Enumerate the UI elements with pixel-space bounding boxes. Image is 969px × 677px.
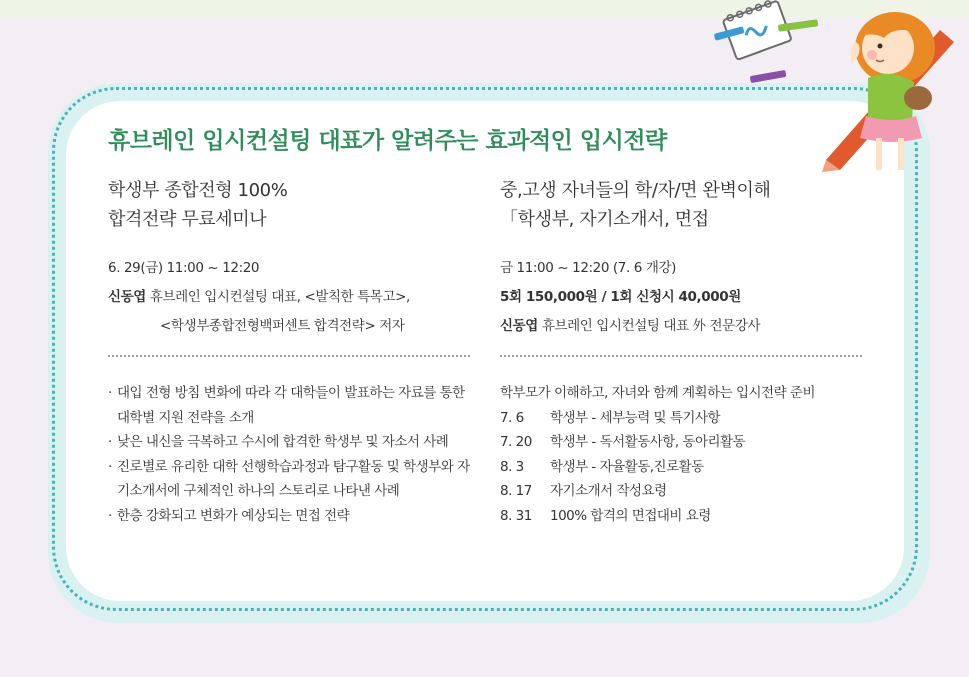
- left-divider: [108, 355, 470, 357]
- schedule-date: 7. 6: [500, 409, 524, 426]
- right-time: 금 11:00 ~ 12:20 (7. 6 개강): [500, 260, 676, 276]
- right-speaker-desc: 휴브레인 입시컨설팅 대표 外 전문강사: [537, 318, 761, 334]
- bullet-dot: ·: [108, 385, 112, 401]
- schedule-topic: 학생부 - 자율활동,진로활동: [550, 458, 704, 475]
- left-speaker-name: 신동엽: [108, 289, 146, 305]
- left-speaker-desc: 휴브레인 입시컨설팅 대표, <발칙한 특목고>,: [145, 289, 410, 305]
- left-date: 6. 29(금) 11:00 ~ 12:20: [108, 260, 260, 276]
- bullet-dot: ·: [108, 434, 112, 450]
- right-speaker: [500, 312, 870, 341]
- left-meta: [108, 254, 476, 341]
- right-price: 5회 150,000원 / 1회 신청시 40,000원: [500, 289, 741, 305]
- schedule-row: [500, 406, 870, 431]
- right-title-line2: 「학생부, 자기소개서, 면접: [500, 209, 709, 230]
- bullet-text: 진로별로 유리한 대학 선행학습과정과 탐구활동 및 학생부와 자기소개서에 구체적인 하나의 스토리로 나타낸 사례: [117, 458, 470, 499]
- left-bullet-list: [108, 381, 476, 528]
- list-item: [108, 504, 476, 529]
- girl-figure: [851, 12, 935, 170]
- schedule-topic: 학생부 - 독서활동사항, 동아리활동: [550, 434, 746, 450]
- bullet-text: 낮은 내신을 극복하고 수시에 합격한 학생부 및 자소서 사례: [117, 434, 449, 450]
- bullet-text: 한층 강화되고 변화가 예상되는 면접 전략: [117, 507, 350, 524]
- left-column: [108, 176, 476, 528]
- right-intro: 학부모가 이해하고, 자녀와 함께 계획하는 입시전략 준비: [500, 385, 815, 401]
- right-column: [500, 176, 870, 528]
- seminar-heading: 휴브레인 입시컨설팅 대표가 알려주는 효과적인 입시전략: [108, 128, 667, 154]
- schedule-date: 8. 17: [500, 483, 532, 499]
- right-schedule: [500, 381, 870, 528]
- right-title-line1: 중,고생 자녀들의 학/자/면 완벽이해: [500, 180, 771, 201]
- girl-illustration: [700, 0, 969, 175]
- left-speaker-book: <학생부종합전형백퍼센트 합격전략> 저자: [160, 318, 405, 334]
- left-title-line1: 학생부 종합전형 100%: [108, 180, 288, 201]
- bullet-text: 대입 전형 방침 변화에 따라 각 대학들이 발표하는 자료를 통한 대학별 지원 전략을 소개: [117, 385, 465, 426]
- schedule-row: [500, 479, 870, 504]
- right-meta: [500, 254, 870, 341]
- bullet-dot: ·: [108, 458, 112, 475]
- schedule-row: [500, 504, 870, 529]
- schedule-topic: 학생부 - 세부능력 및 특기사항: [550, 409, 721, 426]
- schedule-date: 7. 20: [500, 434, 532, 450]
- schedule-row: [500, 455, 870, 480]
- left-title-line2: 합격전략 무료세미나: [108, 209, 267, 230]
- schedule-row: [500, 430, 870, 455]
- right-speaker-name: 신동엽: [500, 318, 538, 334]
- schedule-topic: 자기소개서 작성요령: [550, 483, 667, 499]
- schedule-date: 8. 31: [500, 507, 532, 524]
- schedule-topic: 100% 합격의 면접대비 요령: [550, 507, 711, 524]
- list-item: [108, 455, 476, 504]
- right-divider: [500, 355, 862, 357]
- list-item: [108, 381, 476, 430]
- list-item: [108, 430, 476, 455]
- left-speaker: [108, 283, 476, 312]
- bullet-dot: ·: [108, 507, 112, 524]
- schedule-date: 8. 3: [500, 458, 524, 475]
